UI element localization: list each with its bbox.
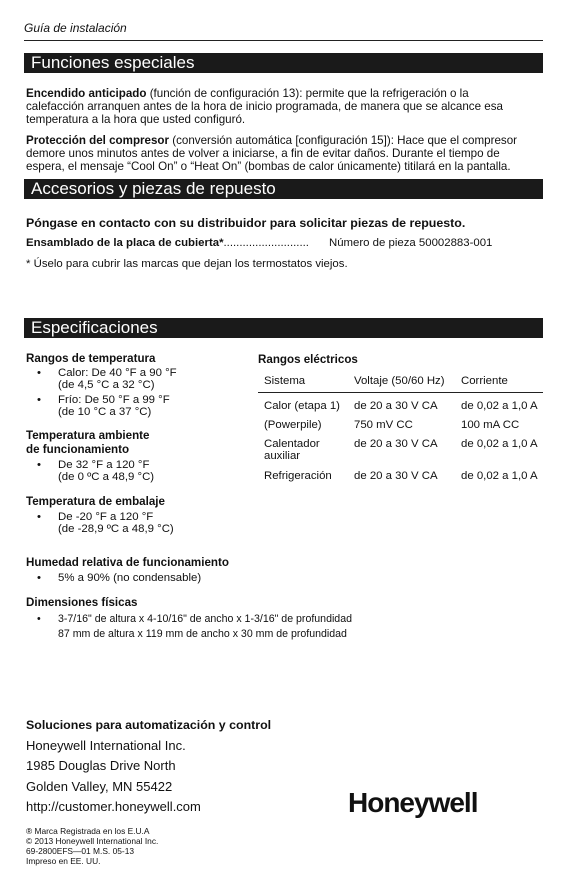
list-item [26,394,251,418]
text-line: (de -28,9 ºC a 48,9 °C) [58,523,174,535]
text-line: (conversión automática [configuración 15]): Hace que el compresor [169,134,518,147]
text-line: Frío: De 50 °F a 99 °F [58,394,170,406]
table-row [258,431,543,462]
cell-voltage: de 20 a 30 V CA [354,470,438,482]
text-line: (de 0 ºC a 48,9 °C) [58,471,155,483]
table-row [258,412,543,431]
table-row [258,462,543,482]
text-line: 5% a 90% (no condensable) [58,572,202,584]
section-title-funciones: Funciones especiales [24,53,543,73]
text-line: Calor: De 40 °F a 90 °F [58,367,177,379]
shipping-heading: Temperatura de embalaje [26,495,165,508]
cell-current: de 0,02 a 1,0 A [461,470,538,482]
part-line [26,237,541,250]
text-line: (de 4,5 °C a 32 °C) [58,379,155,391]
honeywell-logo: Honeywell [348,787,478,818]
text-line: (función de configuración 13): permite que la refrigeración o la [146,87,469,100]
city-address: Golden Valley, MN 55422 [26,778,173,794]
text-line: De -20 °F a 120 °F [58,511,154,523]
table-row [258,393,543,413]
list-item [26,612,541,642]
cell-current: de 0,02 a 1,0 A [461,438,538,450]
column-header: Sistema [264,375,306,387]
text-line: espera, el mensaje “Cool On” o “Heat On” (bombas de calor únicamente) titilará en la pantalla. [26,160,511,173]
part-footnote: * Úselo para cubrir las marcas que dejan los termostatos viejos. [26,258,348,270]
printed-in: Impreso en EE. UU. [26,856,101,866]
guide-title: Guía de instalación [24,21,127,35]
section-title-accesorios: Accesorios y piezas de repuesto [24,179,543,199]
cell-system: (Powerpile) [264,419,322,431]
electrical-table [258,373,543,482]
electrical-heading: Rangos eléctricos [258,353,358,366]
electrical-ratings [258,353,543,482]
cell-voltage: de 20 a 30 V CA [354,400,438,412]
text-line: 87 mm de altura x 119 mm de ancho x 30 mm de profundidad [58,628,347,640]
footer-heading: Soluciones para automatización y control [26,718,272,732]
dimensions-heading: Dimensiones físicas [26,596,138,609]
paragraph-proteccion [26,134,541,173]
header-rule [24,40,543,41]
label-encendido: Encendido anticipado [26,87,147,100]
text-line: Temperatura ambiente [26,429,150,442]
spec-lower-block [26,556,541,645]
humidity-heading: Humedad relativa de funcionamiento [26,556,229,569]
cell-current: de 0,02 a 1,0 A [461,400,538,412]
text-line: temperatura a la hora que usted configuró. [26,113,246,126]
text-line: 3-7/16" de altura x 4-10/16" de ancho x 1-3/16" de profundidad [58,613,352,625]
text-line: (de 10 °C a 37 °C) [58,406,152,418]
website-link[interactable]: http://customer.honeywell.com [26,799,201,814]
list-item [26,367,251,391]
column-header: Corriente [461,375,508,387]
list-item [26,572,541,584]
street-address: 1985 Douglas Drive North [26,758,176,773]
cell-voltage: de 20 a 30 V CA [354,438,438,450]
ambient-heading [26,429,251,457]
list-item [26,511,251,535]
text-line: de funcionamiento [26,443,130,456]
cell-current: 100 mA CC [461,419,520,431]
temp-ranges-heading: Rangos de temperatura [26,352,156,365]
spec-left-column [26,352,251,538]
cell-system: Refrigeración [264,470,332,482]
part-number: Número de pieza 50002883-001 [329,237,493,249]
label-proteccion: Protección del compresor [26,134,170,147]
text-line: De 32 °F a 120 °F [58,459,150,471]
cell-system: Calentador auxiliar [264,438,320,462]
footer-address [26,715,271,818]
list-item [26,459,251,483]
text-line: calefacción arranquen antes de la hora de inicio programada, de manera que se alcance esa [26,100,503,113]
part-dots: ........................... [223,237,309,249]
copyright-note: © 2013 Honeywell International Inc. [26,836,159,846]
contact-text: Póngase en contacto con su distribuidor para solicitar piezas de repuesto. [26,216,466,230]
text-line: demore unos minutos antes de volver a iniciarse, a fin de evitar daños. Durante el tiempo de [26,147,500,160]
cell-system: Calor (etapa 1) [264,400,340,412]
fine-print [26,826,158,866]
company-name: Honeywell International Inc. [26,737,186,753]
section-title-especificaciones: Especificaciones [24,318,543,338]
table-header-row [258,373,543,393]
column-header: Voltaje (50/60 Hz) [354,375,445,387]
cell-voltage: 750 mV CC [354,419,413,431]
part-label: Ensamblado de la placa de cubierta* [26,237,224,249]
trademark-note: ® Marca Registrada en los E.U.A [26,826,150,836]
paragraph-encendido [26,87,541,126]
document-code: 69-2800EFS—01 M.S. 05-13 [26,846,135,856]
